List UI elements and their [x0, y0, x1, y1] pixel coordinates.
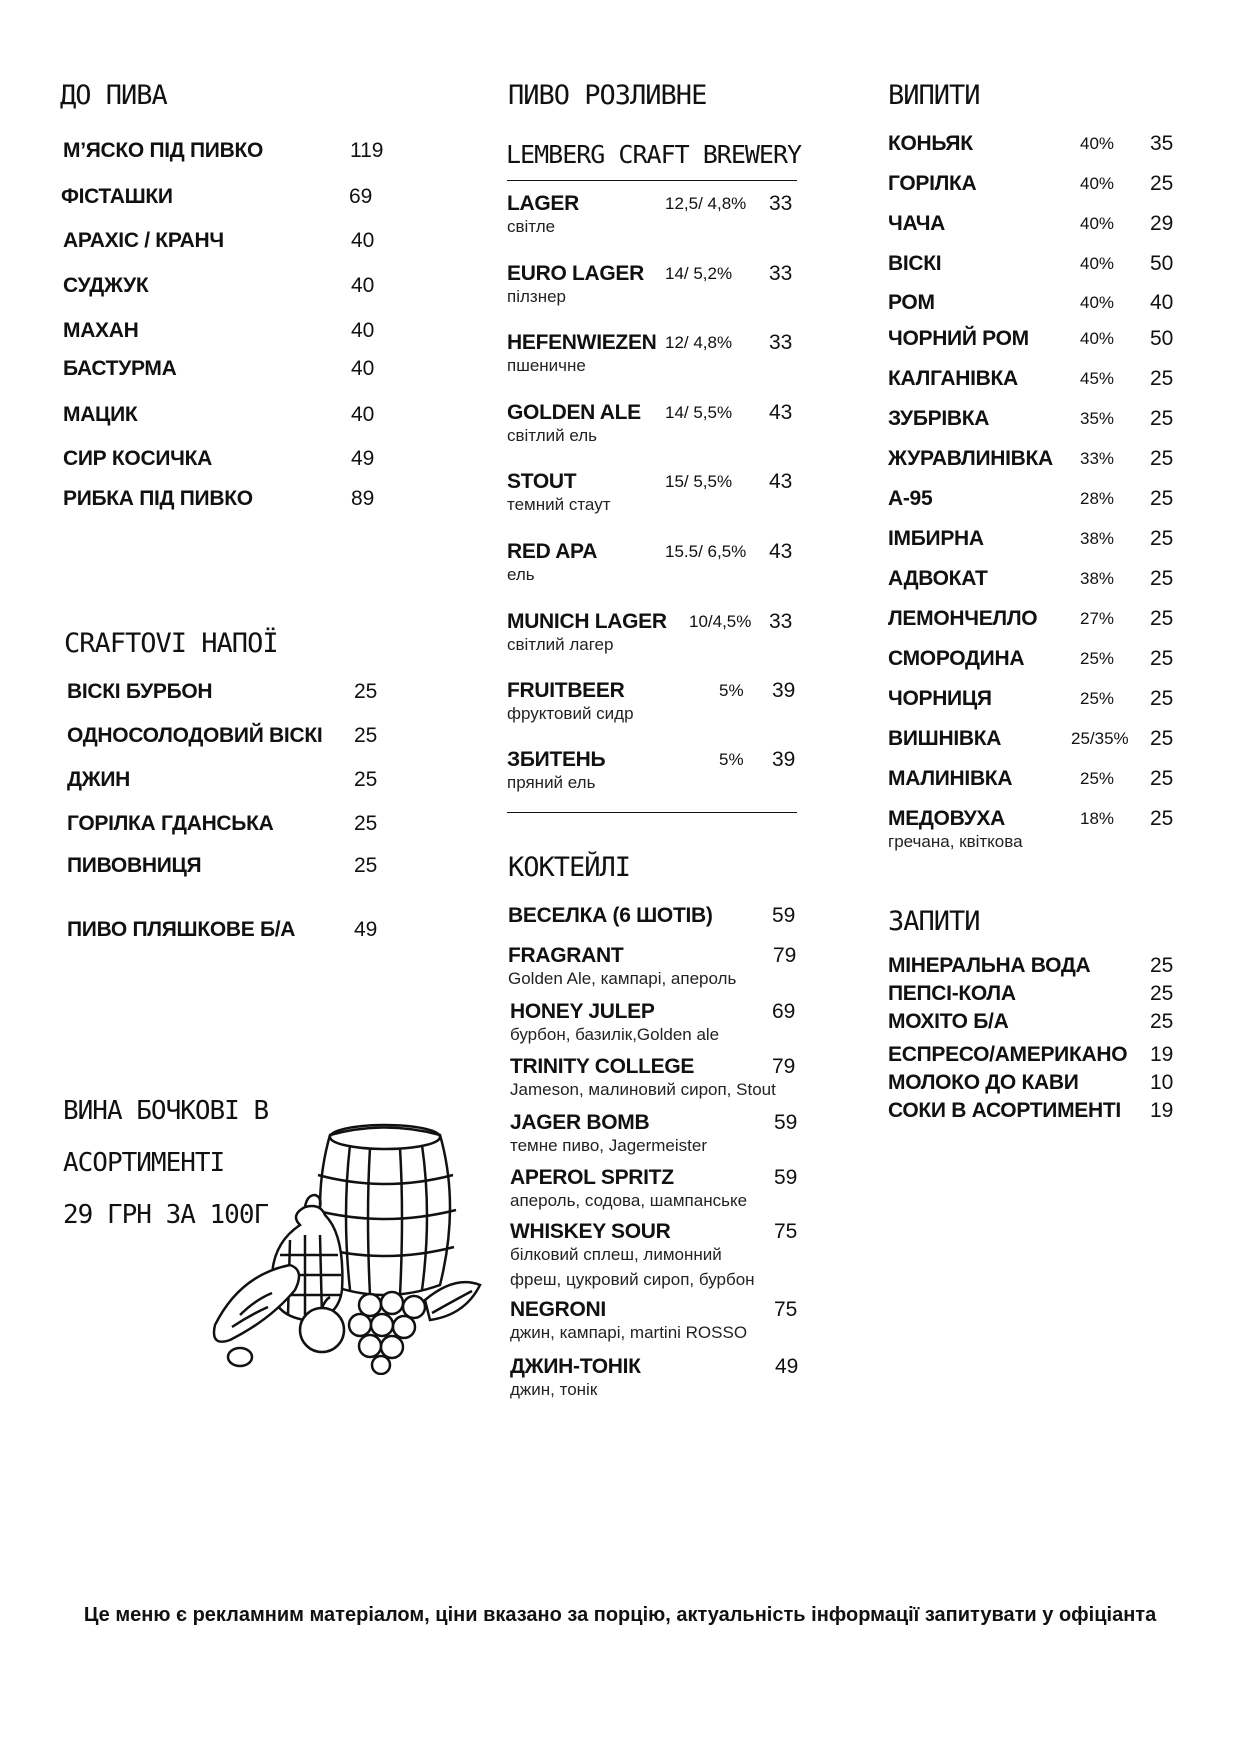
item-abv: 25%	[1080, 649, 1115, 668]
section-title-beer: ПИВО РОЗЛИВНЕ	[508, 80, 707, 111]
menu-item	[510, 1055, 810, 1099]
item-description: світлий лагер	[507, 635, 614, 654]
item-abv: 12,5/ 4,8%	[665, 194, 747, 213]
menu-item	[63, 447, 393, 475]
wine-line: ВИНА БОЧКОВІ В	[63, 1096, 269, 1126]
item-price: 25	[354, 680, 378, 703]
item-abv: 25/35%	[1071, 729, 1129, 748]
menu-item	[507, 331, 797, 375]
item-price: 43	[769, 540, 793, 563]
item-name: HEFENWIEZEN	[507, 331, 657, 354]
item-abv: 35%	[1080, 409, 1115, 428]
item-price: 25	[1150, 607, 1174, 630]
item-abv: 15/ 5,5%	[665, 472, 733, 491]
menu-item	[888, 487, 1178, 515]
menu-item	[888, 687, 1178, 715]
item-price: 75	[774, 1298, 798, 1321]
item-abv: 40%	[1080, 293, 1115, 312]
item-name: МЕДОВУХА	[888, 807, 1005, 830]
item-price: 75	[774, 1220, 798, 1243]
item-price: 25	[1150, 1010, 1174, 1033]
section-title-spirits: ВИПИТИ	[888, 80, 980, 111]
menu-item	[888, 567, 1178, 595]
item-price: 33	[769, 331, 793, 354]
menu-item	[888, 767, 1178, 795]
item-price: 49	[351, 447, 375, 470]
menu-item	[888, 407, 1178, 435]
item-price: 33	[769, 610, 793, 633]
item-name: ПИВО ПЛЯШКОВЕ Б/А	[67, 918, 296, 941]
wine-line: 29 ГРН ЗА 100Г	[63, 1200, 269, 1230]
item-price: 25	[354, 724, 378, 747]
menu-item	[61, 185, 391, 213]
item-name: ЗБИТЕНЬ	[507, 748, 606, 771]
item-name: АРАХІС / КРАНЧ	[63, 229, 224, 252]
item-abv: 40%	[1080, 254, 1115, 273]
item-name: ЧАЧА	[888, 212, 946, 235]
item-name: NEGRONI	[510, 1298, 606, 1321]
item-price: 25	[1150, 954, 1174, 977]
item-price: 49	[775, 1355, 799, 1378]
item-name: ЛЕМОНЧЕЛЛО	[888, 607, 1038, 630]
item-abv: 25%	[1080, 769, 1115, 788]
item-price: 25	[1150, 687, 1174, 710]
item-description: світлий ель	[507, 426, 598, 445]
menu-item	[507, 262, 797, 306]
item-name: ІМБИРНА	[888, 527, 984, 550]
item-price: 40	[351, 403, 375, 426]
item-abv: 28%	[1080, 489, 1115, 508]
item-price: 33	[769, 262, 793, 285]
item-name: ПЕПСІ-КОЛА	[888, 982, 1016, 1005]
item-price: 69	[772, 1000, 796, 1023]
item-name: ЕСПРЕСО/АМЕРИКАНО	[888, 1043, 1128, 1066]
item-name: JAGER BOMB	[510, 1111, 650, 1134]
item-name: КОНЬЯК	[888, 132, 973, 155]
menu-item	[888, 527, 1178, 555]
item-name: APEROL SPRITZ	[510, 1166, 674, 1189]
item-name: ГОРІЛКА ГДАНСЬКА	[67, 812, 274, 835]
item-abv: 5%	[719, 681, 744, 700]
item-abv: 12/ 4,8%	[665, 333, 733, 352]
item-name: СИР КОСИЧКА	[63, 447, 212, 470]
item-abv: 38%	[1080, 529, 1115, 548]
item-name: М’ЯСКО ПІД ПИВКО	[63, 139, 264, 162]
item-name: МАЦИК	[63, 403, 138, 426]
item-name: ЧОРНИЙ РОМ	[888, 327, 1029, 350]
item-price: 25	[1150, 807, 1174, 830]
item-name: СОКИ В АСОРТИМЕНТІ	[888, 1099, 1121, 1122]
item-price: 79	[772, 1055, 796, 1078]
item-price: 25	[1150, 982, 1174, 1005]
item-name: ДЖИН	[67, 768, 130, 791]
item-name: HONEY JULEP	[510, 1000, 655, 1023]
item-abv: 33%	[1080, 449, 1115, 468]
menu-item	[510, 1111, 800, 1155]
menu-item	[507, 610, 797, 654]
item-price: 25	[1150, 767, 1174, 790]
item-abv: 5%	[719, 750, 744, 769]
item-abv: 14/ 5,2%	[665, 264, 733, 283]
item-name: EURO LAGER	[507, 262, 645, 285]
item-name: СУДЖУК	[63, 274, 149, 297]
menu-item	[888, 1043, 1178, 1071]
item-description: світле	[507, 217, 556, 236]
item-price: 59	[774, 1166, 798, 1189]
item-price: 39	[772, 748, 796, 771]
menu-item	[63, 487, 393, 515]
menu-item	[507, 470, 797, 514]
item-name: ПИВОВНИЦЯ	[67, 854, 202, 877]
item-name: ОДНОСОЛОДОВИЙ ВІСКІ	[67, 724, 323, 747]
menu-item	[67, 918, 397, 946]
item-name: РИБКА ПІД ПИВКО	[63, 487, 253, 510]
section-title-soft-drinks: ЗАПИТИ	[888, 906, 980, 937]
menu-item	[888, 982, 1178, 1010]
item-name: RED APA	[507, 540, 598, 563]
menu-item	[888, 807, 1178, 851]
item-name: MUNICH LAGER	[507, 610, 667, 633]
menu-item	[67, 724, 397, 752]
item-description: темне пиво, Jagermeister	[510, 1136, 708, 1155]
item-price: 43	[769, 401, 793, 424]
item-name: АДВОКАТ	[888, 567, 988, 590]
item-price: 59	[772, 904, 796, 927]
menu-item	[510, 1298, 800, 1342]
menu-item	[67, 854, 397, 882]
item-description: Jameson, малиновий сироп, Stout	[510, 1080, 776, 1099]
disclaimer: Це меню є рекламним матеріалом, ціни вказано за порцію, актуальність інформації запитувати у офіціанта	[83, 1604, 1157, 1626]
menu-item	[67, 812, 397, 840]
menu-item	[63, 357, 393, 385]
item-name: GOLDEN ALE	[507, 401, 641, 424]
menu-item	[888, 1099, 1178, 1127]
brewery-title: LEMBERG CRAFT BREWERY	[506, 140, 802, 169]
barrel-illustration	[210, 1115, 490, 1375]
item-abv: 27%	[1080, 609, 1115, 628]
item-price: 10	[1150, 1071, 1174, 1094]
item-price: 79	[773, 944, 797, 967]
item-abv: 40%	[1080, 174, 1115, 193]
item-price: 40	[351, 357, 375, 380]
item-price: 40	[1150, 291, 1174, 314]
menu-item	[888, 172, 1178, 200]
item-description: джин, тонік	[510, 1380, 598, 1399]
item-name: ГОРІЛКА	[888, 172, 977, 195]
item-description: пряний ель	[507, 773, 596, 792]
item-name: БАСТУРМА	[63, 357, 177, 380]
item-name: TRINITY COLLEGE	[510, 1055, 695, 1078]
menu-item	[508, 904, 798, 932]
menu-item	[888, 291, 1178, 319]
item-description: джин, кампарі, martini ROSSO	[510, 1323, 748, 1342]
item-name: STOUT	[507, 470, 577, 493]
item-name: LAGER	[507, 192, 580, 215]
item-name: ВІСКІ БУРБОН	[67, 680, 213, 703]
menu-item	[507, 540, 797, 584]
item-price: 25	[1150, 447, 1174, 470]
wine-line: АСОРТИМЕНТІ	[63, 1148, 225, 1178]
item-price: 49	[354, 918, 378, 941]
item-name: ВІСКІ	[888, 252, 942, 275]
menu-item	[63, 403, 393, 431]
item-description: гречана, квіткова	[888, 832, 1023, 851]
menu-item	[888, 367, 1178, 395]
item-abv: 40%	[1080, 134, 1115, 153]
menu-item	[507, 192, 797, 236]
item-name: ВИШНІВКА	[888, 727, 1002, 750]
menu-item	[888, 607, 1178, 635]
item-price: 25	[1150, 367, 1174, 390]
item-name: FRUITBEER	[507, 679, 625, 702]
item-description: апероль, содова, шампанське	[510, 1191, 748, 1210]
divider	[507, 180, 797, 181]
item-abv: 45%	[1080, 369, 1115, 388]
item-price: 19	[1150, 1099, 1174, 1122]
menu-item	[508, 944, 798, 988]
item-price: 25	[1150, 487, 1174, 510]
item-price: 40	[351, 274, 375, 297]
menu-item	[888, 212, 1178, 240]
menu-item	[510, 1355, 800, 1399]
item-price: 39	[772, 679, 796, 702]
item-price: 89	[351, 487, 375, 510]
item-price: 50	[1150, 252, 1174, 275]
item-price: 40	[351, 229, 375, 252]
item-price: 25	[1150, 527, 1174, 550]
item-abv: 38%	[1080, 569, 1115, 588]
item-name: ФІСТАШКИ	[61, 185, 173, 208]
item-price: 69	[349, 185, 373, 208]
section-title-cocktails: КОКТЕЙЛІ	[508, 852, 631, 883]
menu-item	[510, 1220, 800, 1289]
item-abv: 15.5/ 6,5%	[665, 542, 747, 561]
item-price: 25	[354, 768, 378, 791]
item-name: ЖУРАВЛИНІВКА	[888, 447, 1053, 470]
item-price: 29	[1150, 212, 1174, 235]
item-description: фруктовий сидр	[507, 704, 634, 723]
menu-item	[507, 748, 797, 792]
item-abv: 25%	[1080, 689, 1115, 708]
menu-item	[888, 327, 1178, 355]
item-price: 33	[769, 192, 793, 215]
item-price: 50	[1150, 327, 1174, 350]
item-name: ЗУБРІВКА	[888, 407, 990, 430]
item-description: Golden Ale, кампарі, апероль	[508, 969, 737, 988]
menu-item	[63, 229, 393, 257]
section-title-craft: CRAFTOVI НАПОЇ	[64, 628, 278, 659]
menu-item	[888, 1071, 1178, 1099]
menu-item	[888, 447, 1178, 475]
item-name: МІНЕРАЛЬНА ВОДА	[888, 954, 1091, 977]
item-description: пшеничне	[507, 356, 586, 375]
item-price: 25	[354, 812, 378, 835]
item-price: 59	[774, 1111, 798, 1134]
item-description: білковий сплеш, лимонний	[510, 1245, 722, 1264]
divider	[507, 812, 797, 813]
item-abv: 40%	[1080, 214, 1115, 233]
item-abv: 10/4,5%	[689, 612, 752, 631]
item-price: 25	[1150, 407, 1174, 430]
item-price: 25	[1150, 727, 1174, 750]
menu-item	[510, 1000, 800, 1044]
item-price: 119	[350, 139, 384, 162]
item-name: ЧОРНИЦЯ	[888, 687, 992, 710]
item-price: 43	[769, 470, 793, 493]
item-name: СМОРОДИНА	[888, 647, 1025, 670]
item-abv: 40%	[1080, 329, 1115, 348]
menu-item	[507, 401, 797, 445]
menu-item	[63, 139, 393, 167]
item-abv: 18%	[1080, 809, 1115, 828]
item-name: FRAGRANT	[508, 944, 624, 967]
item-name: ВЕСЕЛКА (6 ШОТІВ)	[508, 904, 713, 927]
item-description: бурбон, базилік,Golden ale	[510, 1025, 720, 1044]
menu-item	[888, 1010, 1178, 1038]
item-name: КАЛГАНІВКА	[888, 367, 1018, 390]
item-price: 40	[351, 319, 375, 342]
item-price: 25	[1150, 647, 1174, 670]
menu-item	[507, 679, 797, 723]
menu-item	[63, 274, 393, 302]
menu-item	[888, 954, 1178, 982]
menu-item	[67, 680, 397, 708]
menu-item	[888, 647, 1178, 675]
item-price: 25	[1150, 172, 1174, 195]
item-name: WHISKEY SOUR	[510, 1220, 671, 1243]
item-name: РОМ	[888, 291, 935, 314]
item-name: А-95	[888, 487, 933, 510]
menu-item	[888, 252, 1178, 280]
item-description: пілзнер	[507, 287, 566, 306]
menu-item	[888, 727, 1178, 755]
item-name: ДЖИН-ТОНІК	[510, 1355, 641, 1378]
item-name: МОЛОКО ДО КАВИ	[888, 1071, 1079, 1094]
item-price: 25	[354, 854, 378, 877]
item-description: фреш, цукровий сироп, бурбон	[510, 1270, 755, 1289]
item-price: 25	[1150, 567, 1174, 590]
item-abv: 14/ 5,5%	[665, 403, 733, 422]
menu-item	[510, 1166, 800, 1210]
menu-item	[67, 768, 397, 796]
menu-item	[63, 319, 393, 347]
item-name: МАХАН	[63, 319, 139, 342]
item-name: МАЛИНІВКА	[888, 767, 1013, 790]
section-title-snacks: ДО ПИВА	[60, 80, 167, 111]
item-description: ель	[507, 565, 535, 584]
item-name: МОХІТО Б/А	[888, 1010, 1009, 1033]
item-price: 19	[1150, 1043, 1174, 1066]
menu-item	[888, 132, 1178, 160]
item-price: 35	[1150, 132, 1174, 155]
item-description: темний стаут	[507, 495, 611, 514]
